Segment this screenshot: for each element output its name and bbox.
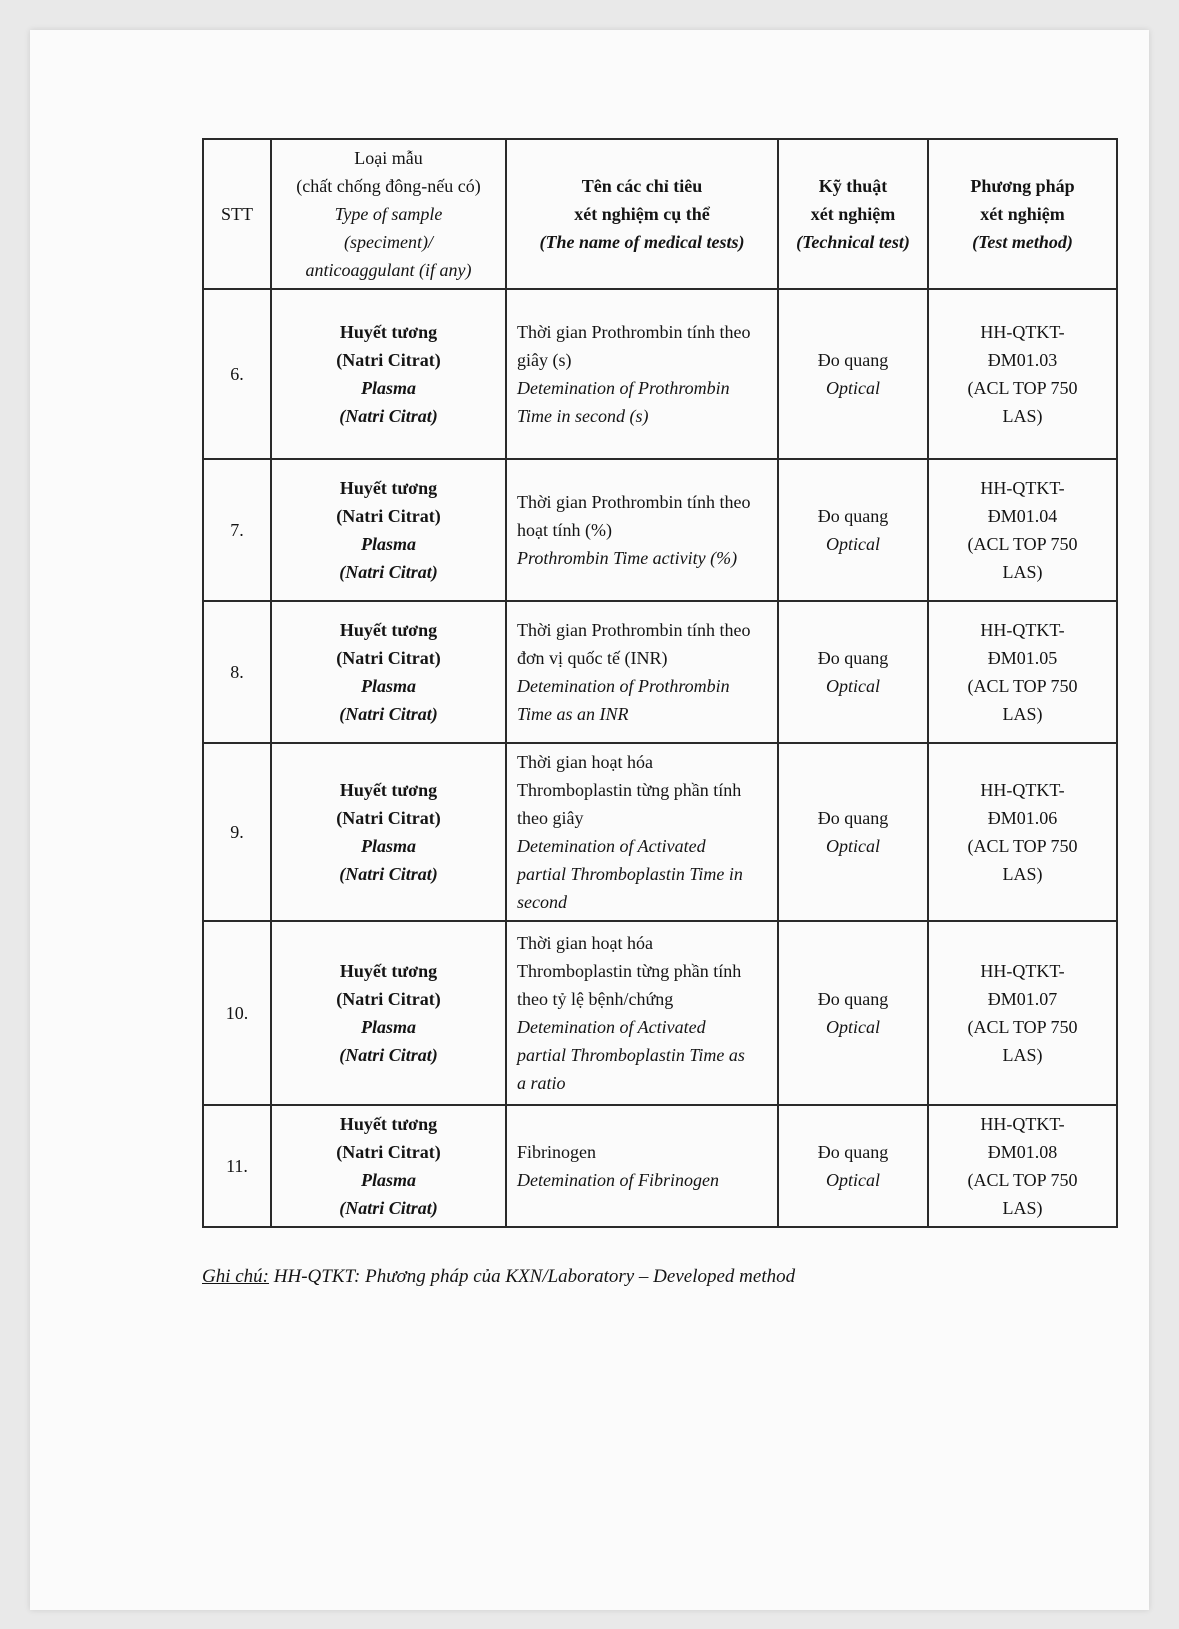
- row-sample-line: Plasma: [360, 378, 416, 398]
- row-method-line: HH-QTKT-: [980, 780, 1065, 800]
- row-stt-cell: [203, 1105, 271, 1227]
- header-tech-vi-1: Kỹ thuật: [818, 176, 888, 196]
- row-test-vi-line: Thời gian Prothrombin tính theo: [517, 492, 751, 512]
- row-sample-line: (Natri Citrat): [339, 562, 438, 582]
- row-test-en-line: Detemination of Prothrombin: [517, 378, 730, 398]
- footnote: [202, 1266, 795, 1288]
- row-tech-cell: [778, 601, 928, 743]
- row-sample-line: (Natri Citrat): [336, 989, 441, 1009]
- row-test-vi-line: giây (s): [517, 350, 572, 370]
- row-sample-cell: [271, 459, 506, 601]
- table-row: [203, 743, 1117, 921]
- row-tech-cell: [778, 459, 928, 601]
- row-tech-en: Optical: [826, 836, 880, 856]
- row-tech-vi: Đo quang: [817, 989, 889, 1009]
- row-tech-en: Optical: [826, 676, 880, 696]
- row-test-cell: [506, 601, 778, 743]
- row-stt-cell: [203, 921, 271, 1105]
- row-method-cell: [928, 459, 1117, 601]
- row-tech-en: Optical: [826, 534, 880, 554]
- row-tech-en: Optical: [826, 378, 880, 398]
- header-test-vi-2: xét nghiệm cụ thể: [574, 204, 710, 224]
- row-sample-line: (Natri Citrat): [336, 506, 441, 526]
- row-method-line: ĐM01.04: [987, 506, 1058, 526]
- row-tech-vi: Đo quang: [817, 1142, 889, 1162]
- row-sample-line: Huyết tương: [339, 478, 438, 498]
- row-method-line: ĐM01.05: [987, 648, 1058, 668]
- header-method-vi-1: Phương pháp: [970, 176, 1075, 196]
- row-sample-line: Plasma: [360, 676, 416, 696]
- row-sample-line: Plasma: [360, 836, 416, 856]
- row-test-vi-line: hoạt tính (%): [517, 520, 612, 540]
- header-stt: [203, 139, 271, 289]
- row-sample-cell: [271, 743, 506, 921]
- row-method-line: ĐM01.08: [987, 1142, 1058, 1162]
- test-table: [202, 138, 1118, 1228]
- header-test-name: [506, 139, 778, 289]
- row-sample-line: Plasma: [360, 534, 416, 554]
- row-sample-line: (Natri Citrat): [339, 1045, 438, 1065]
- header-tech-en: (Technical test): [796, 232, 910, 252]
- row-tech-cell: [778, 289, 928, 459]
- row-sample-line: Huyết tương: [339, 620, 438, 640]
- row-sample-line: Plasma: [360, 1170, 416, 1190]
- row-method-line: (ACL TOP 750: [967, 1170, 1078, 1190]
- row-stt-cell: [203, 601, 271, 743]
- row-method-line: HH-QTKT-: [980, 478, 1065, 498]
- row-test-en-line: Prothrombin Time activity (%): [517, 548, 738, 568]
- row-stt-cell: [203, 289, 271, 459]
- row-test-cell: [506, 289, 778, 459]
- row-test-en-line: Detemination of Activated: [517, 1017, 706, 1037]
- row-test-vi-line: Thời gian Prothrombin tính theo: [517, 620, 751, 640]
- row-test-vi-line: theo tỷ lệ bệnh/chứng: [517, 989, 674, 1009]
- header-sample-vi-1: Loại mẫu: [354, 148, 423, 168]
- row-method-line: HH-QTKT-: [980, 961, 1065, 981]
- row-method-cell: [928, 1105, 1117, 1227]
- row-method-line: LAS): [1002, 1045, 1043, 1065]
- row-stt-cell: [203, 743, 271, 921]
- header-sample-type: [271, 139, 506, 289]
- header-sample-en-1: Type of sample: [334, 204, 443, 224]
- table-row: [203, 1105, 1117, 1227]
- row-method-line: ĐM01.06: [987, 808, 1058, 828]
- footnote-label: Ghi chú:: [202, 1266, 270, 1287]
- row-sample-cell: [271, 289, 506, 459]
- row-tech-cell: [778, 921, 928, 1105]
- row-method-line: HH-QTKT-: [980, 620, 1065, 640]
- header-method-vi-2: xét nghiệm: [980, 204, 1065, 224]
- row-sample-line: Huyết tương: [339, 961, 438, 981]
- row-test-en-line: Detemination of Fibrinogen: [517, 1170, 719, 1190]
- row-stt: 10.: [225, 1003, 249, 1023]
- row-test-en-line: Detemination of Activated: [517, 836, 706, 856]
- row-tech-vi: Đo quang: [817, 808, 889, 828]
- document-page: [30, 30, 1149, 1610]
- row-stt: 8.: [230, 662, 244, 682]
- row-sample-cell: [271, 601, 506, 743]
- table-row: [203, 289, 1117, 459]
- row-stt-cell: [203, 459, 271, 601]
- row-test-cell: [506, 743, 778, 921]
- row-sample-line: Plasma: [360, 1017, 416, 1037]
- row-test-en-line: Detemination of Prothrombin: [517, 676, 730, 696]
- row-tech-vi: Đo quang: [817, 350, 889, 370]
- row-method-line: HH-QTKT-: [980, 1114, 1065, 1134]
- row-sample-line: (Natri Citrat): [336, 648, 441, 668]
- table-row: [203, 921, 1117, 1105]
- row-method-cell: [928, 601, 1117, 743]
- header-sample-vi-2: (chất chống đông-nếu có): [296, 176, 481, 196]
- row-test-cell: [506, 921, 778, 1105]
- header-sample-en-2: (speciment)/: [344, 232, 433, 252]
- header-test-vi-1: Tên các chỉ tiêu: [581, 176, 703, 196]
- table-row: [203, 601, 1117, 743]
- row-method-line: LAS): [1002, 1198, 1043, 1218]
- footnote-text: HH-QTKT: Phương pháp của KXN/Laboratory – Developed method: [269, 1266, 796, 1287]
- header-tech-vi-2: xét nghiệm: [810, 204, 896, 224]
- row-test-vi-line: đơn vị quốc tế (INR): [517, 648, 668, 668]
- row-sample-line: (Natri Citrat): [336, 350, 441, 370]
- header-stt-text: STT: [220, 204, 253, 224]
- row-sample-line: (Natri Citrat): [339, 406, 438, 426]
- row-method-line: LAS): [1002, 864, 1043, 884]
- row-sample-line: (Natri Citrat): [336, 1142, 441, 1162]
- row-test-en-line: Time as an INR: [517, 704, 629, 724]
- test-table-container: [202, 138, 1116, 1228]
- row-test-en-line: partial Thromboplastin Time in: [517, 864, 743, 884]
- row-tech-en: Optical: [826, 1017, 880, 1037]
- row-test-cell: [506, 459, 778, 601]
- row-tech-vi: Đo quang: [817, 648, 889, 668]
- header-test-en: (The name of medical tests): [539, 232, 745, 252]
- row-tech-cell: [778, 1105, 928, 1227]
- table-header-row: [203, 139, 1117, 289]
- row-method-cell: [928, 743, 1117, 921]
- row-test-en-line: partial Thromboplastin Time as: [517, 1045, 745, 1065]
- row-sample-cell: [271, 921, 506, 1105]
- row-method-cell: [928, 921, 1117, 1105]
- row-tech-cell: [778, 743, 928, 921]
- row-sample-line: Huyết tương: [339, 322, 438, 342]
- row-method-line: ĐM01.03: [987, 350, 1058, 370]
- row-method-line: (ACL TOP 750: [967, 676, 1078, 696]
- row-sample-line: Huyết tương: [339, 1114, 438, 1134]
- row-method-line: (ACL TOP 750: [967, 534, 1078, 554]
- row-method-cell: [928, 289, 1117, 459]
- row-method-line: (ACL TOP 750: [967, 1017, 1078, 1037]
- row-sample-line: (Natri Citrat): [339, 1198, 438, 1218]
- row-test-vi-line: Thời gian Prothrombin tính theo: [517, 322, 751, 342]
- row-test-vi-line: Thromboplastin từng phần tính: [517, 780, 742, 800]
- row-test-en-line: a ratio: [517, 1073, 566, 1093]
- row-test-cell: [506, 1105, 778, 1227]
- row-method-line: (ACL TOP 750: [967, 378, 1078, 398]
- row-method-line: LAS): [1002, 704, 1043, 724]
- row-method-line: LAS): [1002, 406, 1043, 426]
- row-tech-en: Optical: [826, 1170, 880, 1190]
- row-stt: 9.: [230, 822, 244, 842]
- header-method-en: (Test method): [972, 232, 1073, 252]
- row-test-vi-line: Thromboplastin từng phần tính: [517, 961, 742, 981]
- row-sample-line: (Natri Citrat): [339, 704, 438, 724]
- row-stt: 11.: [226, 1156, 248, 1176]
- row-method-line: (ACL TOP 750: [967, 836, 1078, 856]
- row-method-line: LAS): [1002, 562, 1043, 582]
- row-stt: 6.: [230, 364, 244, 384]
- row-sample-line: (Natri Citrat): [336, 808, 441, 828]
- row-stt: 7.: [230, 520, 244, 540]
- row-test-vi-line: Thời gian hoạt hóa: [517, 933, 653, 953]
- table-body: [203, 289, 1117, 1227]
- row-method-line: HH-QTKT-: [980, 322, 1065, 342]
- row-test-en-line: Time in second (s): [517, 406, 649, 426]
- row-method-line: ĐM01.07: [987, 989, 1058, 1009]
- row-test-vi-line: theo giây: [517, 808, 584, 828]
- table-row: [203, 459, 1117, 601]
- row-test-vi-line: Fibrinogen: [517, 1142, 596, 1162]
- header-technique: [778, 139, 928, 289]
- row-tech-vi: Đo quang: [817, 506, 889, 526]
- row-test-vi-line: Thời gian hoạt hóa: [517, 752, 653, 772]
- row-sample-cell: [271, 1105, 506, 1227]
- row-sample-line: Huyết tương: [339, 780, 438, 800]
- header-sample-en-3: anticoaggulant (if any): [305, 260, 472, 280]
- row-sample-line: (Natri Citrat): [339, 864, 438, 884]
- row-test-en-line: second: [517, 892, 567, 912]
- header-method: [928, 139, 1117, 289]
